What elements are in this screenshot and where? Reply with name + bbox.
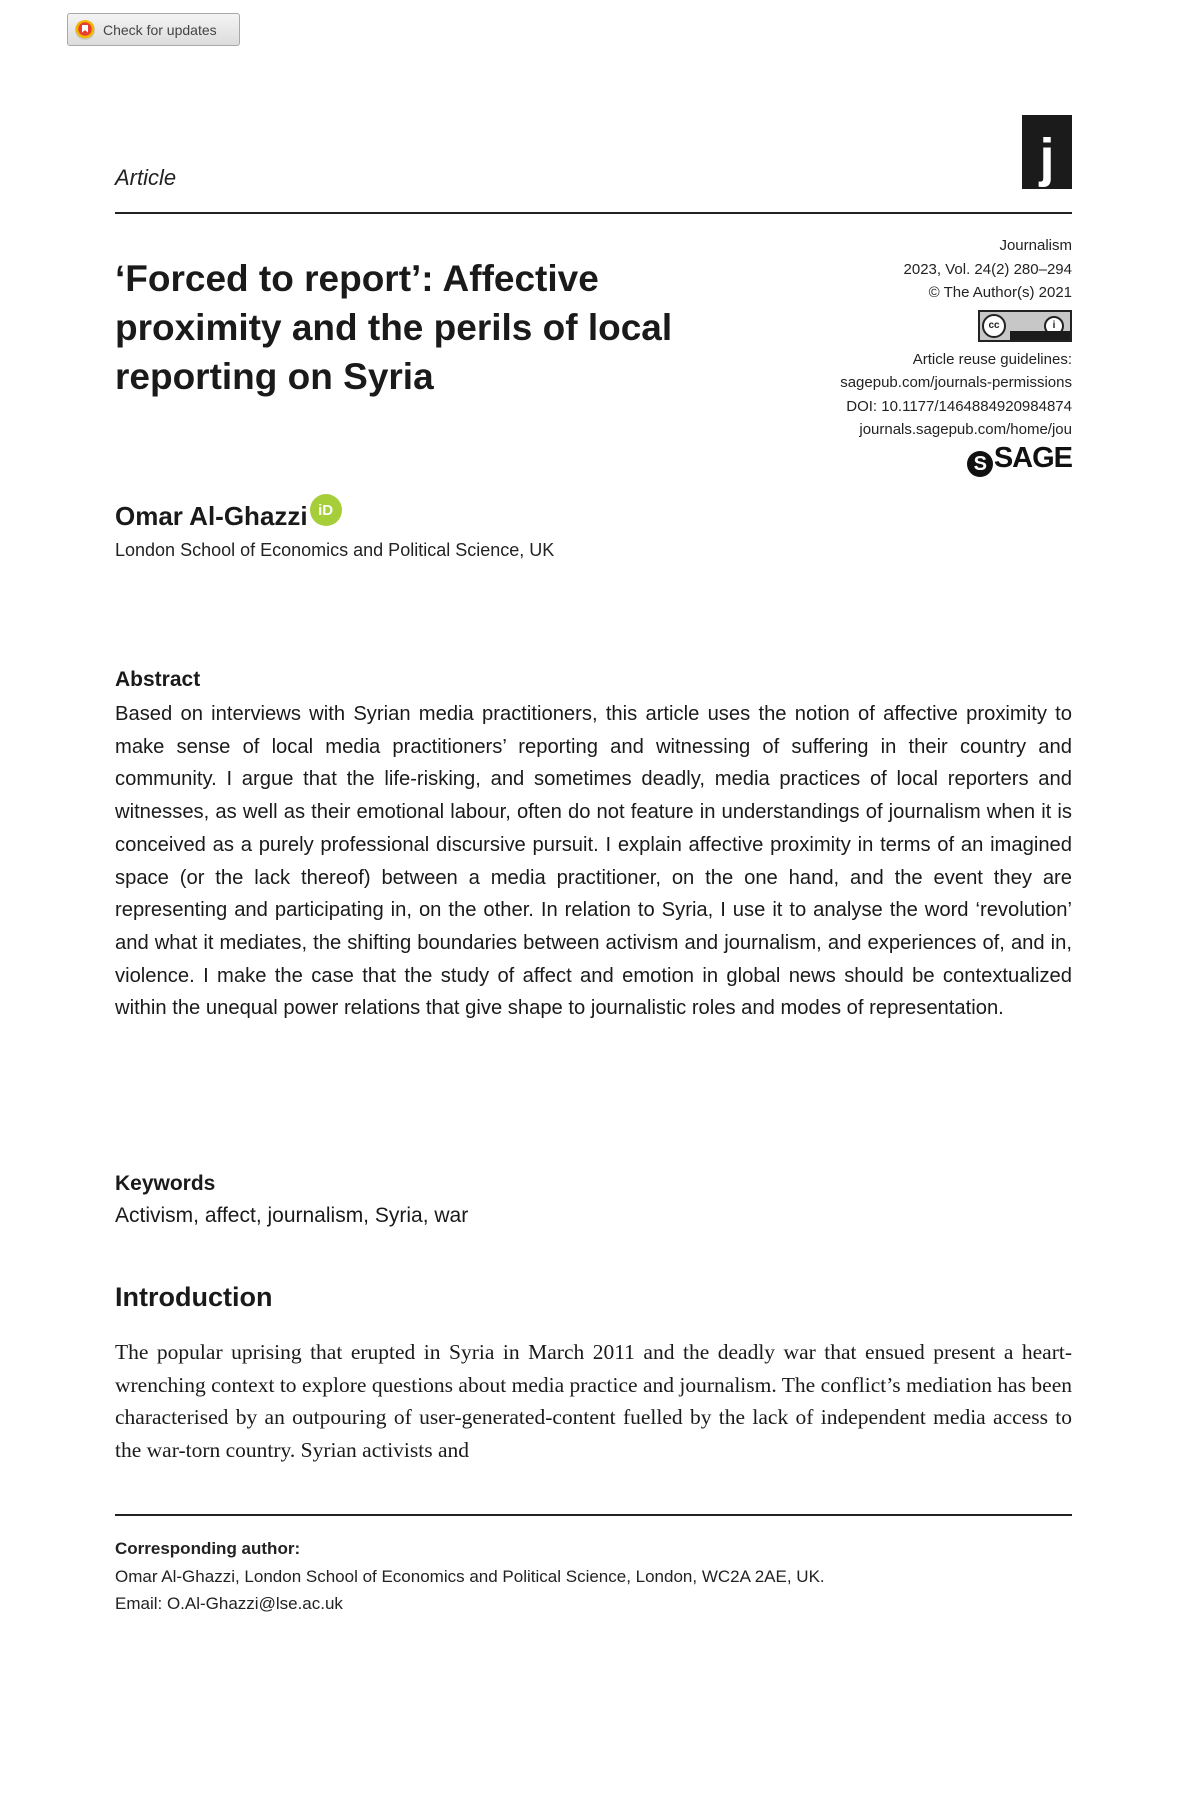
doi-link[interactable]: DOI: 10.1177/14648849209848​74 <box>846 397 1072 415</box>
corresponding-author-label: Corresponding author: <box>115 1539 301 1558</box>
copyright-notice: © The Author(s) 2021 <box>928 284 1072 301</box>
article-type-label: Article <box>115 165 177 190</box>
orcid-icon[interactable]: iD <box>310 494 342 526</box>
permissions-link[interactable]: sagepub.com/journals-permissions <box>840 374 1072 391</box>
check-for-updates-label: Check for updates <box>103 21 217 38</box>
journal-name: Journalism <box>999 237 1072 254</box>
author-affiliation: London School of Economics and Political Science, UK <box>115 540 555 560</box>
crossmark-icon <box>75 20 95 40</box>
abstract-text: Based on interviews with Syrian media practitioners, this article uses the notion of affective proximity to make sense of local media practitioners’ reporting and witnessing of suffering in their country and community. I argue that the life-risking, and sometimes deadly, media practices of local reporters and witnesses, as well as their emotional labour, often do not feature in understandings of journalism when it is conceived as a purely professional discursive pursuit. I explain affective proximity in terms of an imagined space (or the lack thereof) between a media practitioner, on the one hand, and the event they are representing and participating in, on the other. In relation to Syria, I use it to analyse the word ‘revolution’ and what it mediates, the shifting boundaries between activism and journalism, and experiences of, and in, violence. I make the case that the study of affect and emotion in global news should be contextualized within the unequal power relations that give shape to journalistic roles and modes of representation. <box>115 703 1072 1020</box>
article-title: ‘Forced to report’: Affective proximity and the perils of local reporting on Syria <box>115 258 673 397</box>
journal-home-link[interactable]: journals.sagepub.com/home/jou <box>859 421 1072 438</box>
corresponding-author-note <box>115 1535 825 1618</box>
volume-info: 2023, Vol. 24(2) 280–294 <box>903 260 1072 278</box>
keywords-list: Activism, affect, journalism, Syria, war <box>115 1204 469 1227</box>
abstract-heading: Abstract <box>115 668 201 691</box>
sage-publisher-logo: S SAGE <box>967 442 1072 477</box>
keywords-heading: Keywords <box>115 1172 216 1195</box>
corresponding-author-email[interactable]: Email: O.Al-Ghazzi@lse.ac.uk <box>115 1594 343 1613</box>
check-for-updates-button[interactable] <box>67 13 240 46</box>
author-name <box>115 500 342 532</box>
corresponding-author-address: Omar Al-Ghazzi, London School of Economics and Political Science, London, WC2A 2AE, UK. <box>115 1566 825 1586</box>
cc-by-license-icon: cc i <box>978 310 1072 342</box>
introduction-text: The popular uprising that erupted in Syria in March 2011 and the deadly war that ensued present a heart-wrenching context to explore questions about media practice and journalism. The conflict’s mediation has been characterised by an outpouring of user-generated-content fuelled by the lack of independent media access to the war-torn country. Syrian activists and <box>115 1340 1072 1463</box>
author-name-text: Omar Al-Ghazzi <box>115 500 308 531</box>
introduction-heading: Introduction <box>115 1282 273 1312</box>
journal-logo-letter: j <box>1039 128 1055 188</box>
journal-metadata <box>752 234 1072 477</box>
journal-logo <box>1022 115 1072 189</box>
header-divider <box>115 212 1072 214</box>
reuse-guidelines-label: Article reuse guidelines: <box>912 350 1072 368</box>
footnote-divider <box>115 1514 1072 1516</box>
